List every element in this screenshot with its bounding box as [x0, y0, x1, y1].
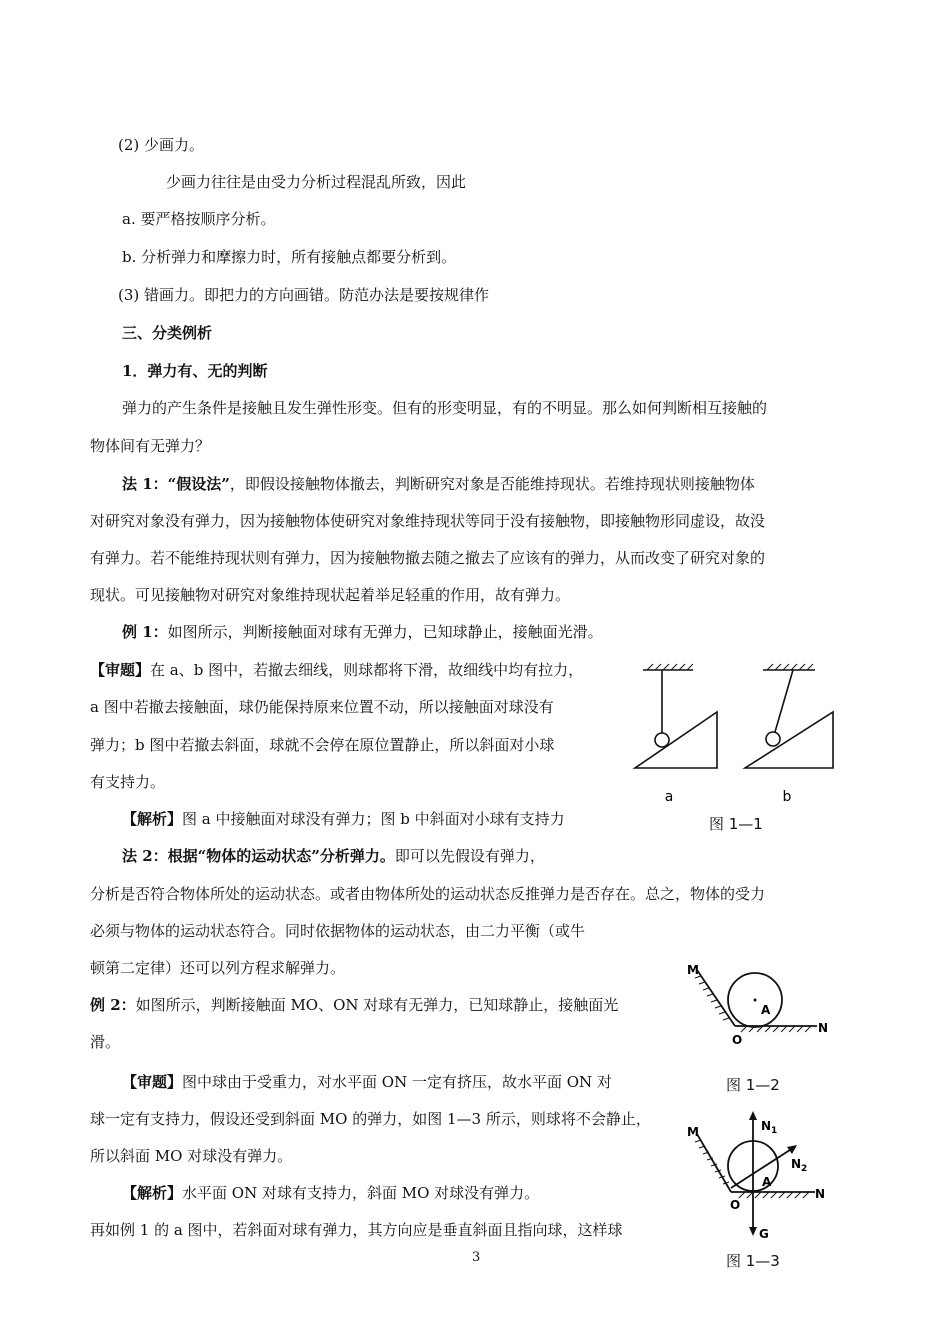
text-line: a. 要严格按顺序分析。	[122, 210, 276, 228]
figure-caption: 图 1—2	[726, 1076, 780, 1094]
example2-line	[90, 995, 618, 1015]
figure-label-n: N	[815, 1187, 826, 1201]
method1-label: 法 1：“假设法”	[122, 475, 230, 493]
review1-text: 在 a、b 图中，若撤去细线，则球都将下滑，故细线中均有拉力，	[150, 661, 584, 679]
method1-text: ，即假设接触物体撤去，判断研究对象是否能维持现状。若维持现状则接触物体	[229, 475, 755, 493]
example2-text: 如图所示，判断接触面 MO、ON 对球有无弹力，已知球静止，接触面光	[135, 996, 619, 1014]
text-line: 弹力；b 图中若撤去斜面，球就不会停在原位置静止，所以斜面对小球	[90, 736, 555, 754]
ball-center-dot	[754, 999, 757, 1002]
figure-label-m: M	[687, 963, 699, 977]
analysis1-text: 图 a 中接触面对球没有弹力；图 b 中斜面对小球有支持力	[182, 810, 565, 828]
text-line: (3) 错画力。即把力的方向画错。防范办法是要按规律作	[118, 286, 490, 304]
figure-label-b: b	[782, 789, 792, 805]
page-number: 3	[472, 1250, 481, 1265]
text-line: 有弹力。若不能维持现状则有弹力，因为接触物撤去随之撤去了应该有的弹力，从而改变了研究对象的	[90, 549, 766, 567]
example2-label: 例 2：	[90, 996, 136, 1014]
method2-label: 法 2：根据“物体的运动状态”分析弹力。	[122, 847, 395, 865]
text-line: 现状。可见接触物对研究对象维持现状起着举足轻重的作用，故有弹力。	[90, 586, 571, 604]
figure-caption: 图 1—3	[726, 1252, 780, 1270]
figure-label-n: N	[818, 1021, 829, 1035]
example1-text: 如图所示，判断接触面对球有无弹力，已知球静止，接触面光滑。	[167, 623, 603, 641]
review1-line	[90, 660, 583, 680]
analysis1-line	[122, 809, 565, 829]
method1-line	[122, 474, 755, 494]
figure-caption: 图 1—1	[709, 815, 763, 833]
analysis2-text: 水平面 ON 对球有支持力，斜面 MO 对球没有弹力。	[182, 1184, 540, 1202]
analysis1-label: 【解析】	[122, 810, 183, 828]
subsection-heading: 1．弹力有、无的判断	[122, 362, 268, 380]
figure-label-g: G	[759, 1227, 769, 1241]
text-line: 所以斜面 MO 对球没有弹力。	[90, 1147, 293, 1165]
review2-line	[122, 1072, 612, 1092]
figure-label-a: A	[761, 1003, 771, 1017]
text-line: 有支持力。	[90, 773, 166, 791]
text-line: 弹力的产生条件是接触且发生弹性形变。但有的形变明显，有的不明显。那么如何判断相互接触的	[122, 399, 768, 417]
text-line: 物体间有无弹力？	[90, 437, 211, 455]
review1-label: 【审题】	[90, 661, 151, 679]
text-line: 滑。	[90, 1033, 121, 1051]
text-line: 对研究对象没有弹力，因为接触物体使研究对象维持现状等同于没有接触物，即接触物形同虚设，故没	[90, 512, 766, 530]
figure-1-3	[685, 1108, 835, 1250]
figure-label-n2: $N_2$	[791, 1157, 808, 1174]
text-line: b. 分析弹力和摩擦力时，所有接触点都要分析到。	[122, 248, 457, 266]
text-line: (2) 少画力。	[118, 136, 205, 154]
method2-line	[122, 846, 545, 866]
figure-label-o: O	[730, 1198, 741, 1212]
figure-label-a: a	[664, 789, 674, 805]
review2-label: 【审题】	[122, 1073, 183, 1091]
figure-label-a: A	[762, 1175, 772, 1189]
text-line: 再如例 1 的 a 图中，若斜面对球有弹力，其方向应是垂直斜面且指向球，这样球	[90, 1221, 623, 1239]
figure-1-2	[685, 960, 835, 1050]
review2-text: 图中球由于受重力，对水平面 ON 一定有挤压，故水平面 ON 对	[182, 1073, 612, 1091]
text-line: 顿第二定律）还可以列方程求解弹力。	[90, 959, 346, 977]
example1-label: 例 1：	[122, 623, 168, 641]
text-line: a 图中若撤去接触面，球仍能保持原来位置不动，所以接触面对球没有	[90, 698, 554, 716]
figure-label-o: O	[732, 1033, 743, 1047]
method2-text: 即可以先假设有弹力，	[394, 847, 545, 865]
text-line: 球一定有支持力，假设还受到斜面 MO 的弹力，如图 1—3 所示，则球将不会静止，	[90, 1110, 651, 1128]
example1-line	[122, 622, 603, 642]
text-line: 少画力往往是由受力分析过程混乱所致，因此	[166, 173, 467, 191]
figure-label-n1: $N_1$	[761, 1119, 778, 1136]
figure-label-m: M	[687, 1125, 699, 1139]
analysis2-line	[122, 1183, 539, 1203]
text-line: 分析是否符合物体所处的运动状态。或者由物体所处的运动状态反推弹力是否存在。总之，物体的受力	[90, 885, 766, 903]
figure-1-1	[625, 660, 845, 810]
section-heading: 三、分类例析	[122, 324, 213, 342]
text-line: 必须与物体的运动状态符合。同时依据物体的运动状态，由二力平衡（或牛	[90, 922, 586, 940]
analysis2-label: 【解析】	[122, 1184, 183, 1202]
